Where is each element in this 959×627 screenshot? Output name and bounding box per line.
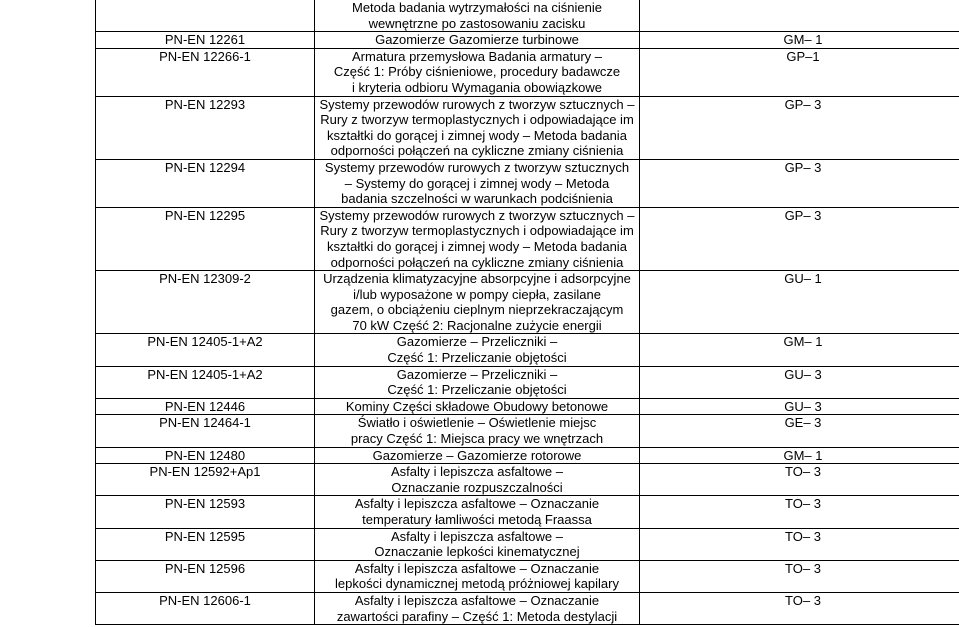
standard-number: PN-EN 12293 [96, 96, 315, 159]
table-row [96, 32, 959, 49]
standard-title: Gazomierze – Gazomierze rotorowe [315, 447, 640, 464]
table-row [96, 496, 959, 528]
standards-table-body [96, 0, 959, 625]
table-row [96, 159, 959, 207]
standard-title: Urządzenia klimatyzacyjne absorpcyjne i adsorpcyjne i/lub wyposażone w pompy ciepła, zasilane gazem, o obciążeniu cieplnym nieprzekraczającym 70 kW Część 2: Racjonalne zużycie energii [315, 271, 640, 334]
standard-title: Asfalty i lepiszcza asfaltowe – Oznaczanie temperatury łamliwości metodą Fraassa [315, 496, 640, 528]
standard-number: PN-EN 12405-1+A2 [96, 366, 315, 398]
standard-number: PN-EN 12261 [96, 32, 315, 49]
group-code: GP–1 [640, 48, 959, 96]
group-code: TO– 3 [640, 528, 959, 560]
standard-number: PN-EN 12595 [96, 528, 315, 560]
standard-number: PN-EN 12446 [96, 398, 315, 415]
standard-number: PN-EN 12592+Ap1 [96, 464, 315, 496]
standard-title: Asfalty i lepiszcza asfaltowe – Oznaczanie rozpuszczalności [315, 464, 640, 496]
table-row [96, 447, 959, 464]
group-code: GU– 1 [640, 271, 959, 334]
standard-title: Systemy przewodów rurowych z tworzyw sztucznych – Rury z tworzyw termoplastycznych i odpowiadające im kształtki do gorącej i zimnej wody – Metoda badania odporności połączeń na cykliczne zmiany ciśnienia [315, 96, 640, 159]
standard-title: Asfalty i lepiszcza asfaltowe – Oznaczanie zawartości parafiny – Część 1: Metoda destylacji [315, 592, 640, 624]
standard-title: Gazomierze Gazomierze turbinowe [315, 32, 640, 49]
table-row [96, 464, 959, 496]
group-code: TO– 3 [640, 496, 959, 528]
group-code: GE– 3 [640, 415, 959, 447]
standards-table [95, 0, 959, 625]
table-row [96, 415, 959, 447]
standard-number: PN-EN 12295 [96, 207, 315, 270]
table-row [96, 0, 959, 32]
table-row [96, 334, 959, 366]
standard-title: Armatura przemysłowa Badania armatury – Część 1: Próby ciśnieniowe, procedury badawcze i kryteria odbioru Wymagania obowiązkowe [315, 48, 640, 96]
standard-title: Kominy Części składowe Obudowy betonowe [315, 398, 640, 415]
table-row [96, 207, 959, 270]
table-row [96, 271, 959, 334]
standard-number: PN-EN 12309-2 [96, 271, 315, 334]
standard-title: Systemy przewodów rurowych z tworzyw sztucznych – Systemy do gorącej i zimnej wody – Metoda badania szczelności w warunkach podciśnienia [315, 159, 640, 207]
table-row [96, 398, 959, 415]
standard-number: PN-EN 12294 [96, 159, 315, 207]
standard-number: PN-EN 12593 [96, 496, 315, 528]
standard-number: PN-EN 12480 [96, 447, 315, 464]
group-code: TO– 3 [640, 592, 959, 624]
standard-number: PN-EN 12596 [96, 560, 315, 592]
group-code: GM– 1 [640, 32, 959, 49]
standard-number: PN-EN 12464-1 [96, 415, 315, 447]
standard-title: Gazomierze – Przeliczniki – Część 1: Przeliczanie objętości [315, 334, 640, 366]
group-code: GU– 3 [640, 366, 959, 398]
group-code: GM– 1 [640, 334, 959, 366]
standard-title: Metoda badania wytrzymałości na ciśnienie wewnętrzne po zastosowaniu zacisku [315, 0, 640, 32]
table-row [96, 96, 959, 159]
table-row [96, 560, 959, 592]
group-code: GM– 1 [640, 447, 959, 464]
table-row [96, 366, 959, 398]
group-code: GP– 3 [640, 96, 959, 159]
standard-title: Gazomierze – Przeliczniki – Część 1: Przeliczanie objętości [315, 366, 640, 398]
standard-title: Światło i oświetlenie – Oświetlenie miejsc pracy Część 1: Miejsca pracy we wnętrzach [315, 415, 640, 447]
group-code: GP– 3 [640, 159, 959, 207]
standard-number [96, 0, 315, 32]
standard-title: Asfalty i lepiszcza asfaltowe – Oznaczanie lepkości dynamicznej metodą próżniowej kapilary [315, 560, 640, 592]
table-row [96, 48, 959, 96]
standard-title: Asfalty i lepiszcza asfaltowe – Oznaczanie lepkości kinematycznej [315, 528, 640, 560]
group-code: GU– 3 [640, 398, 959, 415]
group-code [640, 0, 959, 32]
table-row [96, 528, 959, 560]
standard-number: PN-EN 12266-1 [96, 48, 315, 96]
standard-title: Systemy przewodów rurowych z tworzyw sztucznych – Rury z tworzyw termoplastycznych i odpowiadające im kształtki do gorącej i zimnej wody – Metoda badania odporności połączeń na cykliczne zmiany ciśnienia [315, 207, 640, 270]
group-code: TO– 3 [640, 464, 959, 496]
group-code: GP– 3 [640, 207, 959, 270]
group-code: TO– 3 [640, 560, 959, 592]
table-row [96, 592, 959, 624]
standard-number: PN-EN 12405-1+A2 [96, 334, 315, 366]
standard-number: PN-EN 12606-1 [96, 592, 315, 624]
